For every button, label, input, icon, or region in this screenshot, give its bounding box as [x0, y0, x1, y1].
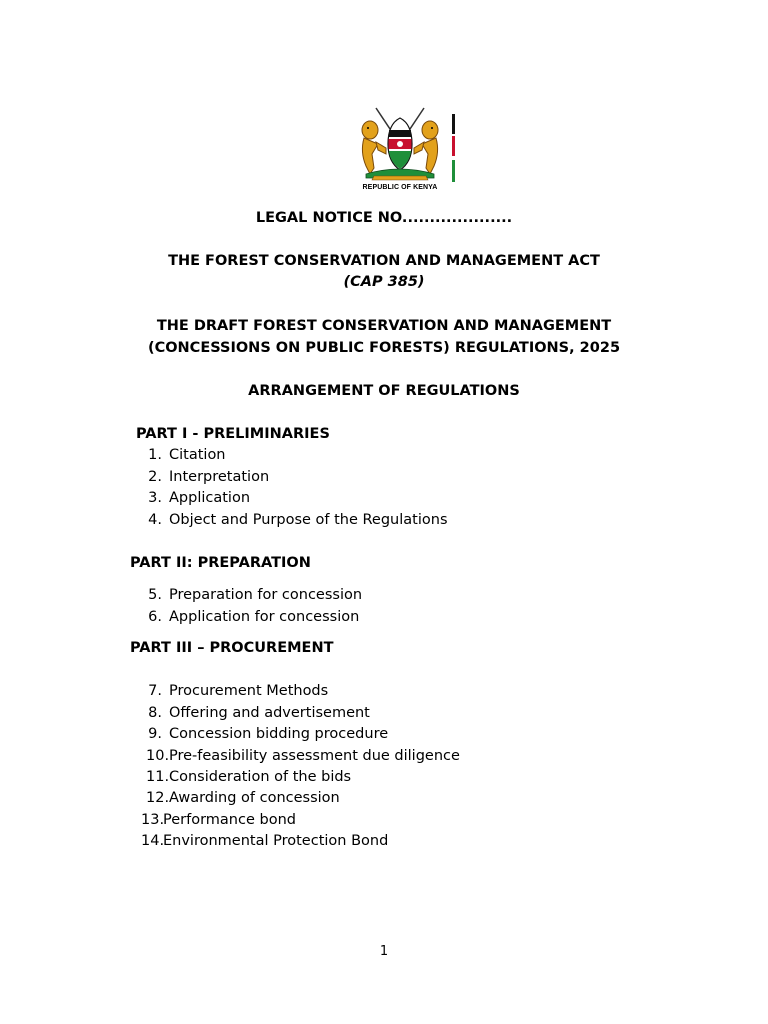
coat-of-arms-icon — [356, 104, 460, 184]
cap-number: (CAP 385) — [343, 274, 425, 290]
item-number: 1. — [148, 447, 162, 463]
item-number: 3. — [148, 490, 162, 506]
item-number: 10. — [146, 748, 170, 764]
item-text: Performance bond — [163, 812, 296, 828]
item-text: Concession bidding procedure — [169, 726, 389, 742]
item-number: 14. — [141, 833, 165, 849]
list-item — [146, 767, 351, 787]
item-text: Object and Purpose of the Regulations — [169, 512, 448, 528]
item-text: Pre-feasibility assessment due diligence — [169, 748, 460, 764]
legal-notice-line: LEGAL NOTICE NO.................... — [255, 210, 513, 226]
regulations-title-line-1: THE DRAFT FOREST CONSERVATION AND MANAGEMENT — [156, 318, 612, 334]
list-item — [146, 585, 362, 605]
item-number: 7. — [148, 683, 162, 699]
regulations-title-line-2: (CONCESSIONS ON PUBLIC FORESTS) REGULATIONS, 2025 — [147, 340, 621, 356]
item-text: Interpretation — [169, 469, 270, 485]
shield-icon — [388, 118, 412, 170]
right-lion-icon — [414, 121, 438, 174]
item-number: 9. — [148, 726, 162, 742]
list-item — [146, 681, 328, 701]
item-text: Application for concession — [169, 609, 360, 625]
item-text: Offering and advertisement — [169, 705, 370, 721]
item-text: Consideration of the bids — [169, 769, 352, 785]
item-text: Citation — [169, 447, 226, 463]
list-item — [146, 746, 460, 766]
part-1-heading: PART I - PRELIMINARIES — [136, 426, 330, 442]
coat-of-arms-emblem — [356, 104, 460, 196]
arrangement-heading: ARRANGEMENT OF REGULATIONS — [248, 383, 520, 399]
act-title: THE FOREST CONSERVATION AND MANAGEMENT ACT — [168, 253, 600, 269]
list-item — [146, 788, 340, 808]
flag-bars-icon — [452, 114, 455, 182]
list-item — [146, 488, 250, 508]
item-number: 5. — [148, 587, 162, 603]
list-item — [146, 445, 226, 465]
item-number: 11. — [146, 769, 170, 785]
item-text: Application — [169, 490, 251, 506]
list-item — [146, 467, 269, 487]
item-text: Procurement Methods — [169, 683, 329, 699]
item-number: 12. — [146, 790, 170, 806]
item-text: Awarding of concession — [169, 790, 340, 806]
list-item — [141, 831, 388, 851]
item-number: 2. — [148, 469, 162, 485]
item-text: Preparation for concession — [169, 587, 363, 603]
item-text: Environmental Protection Bond — [163, 833, 389, 849]
part-3-heading: PART III – PROCUREMENT — [130, 640, 334, 656]
list-item — [146, 607, 359, 627]
list-item — [146, 724, 388, 744]
left-lion-icon — [362, 121, 386, 174]
list-item — [146, 510, 448, 530]
emblem-caption: REPUBLIC OF KENYA — [362, 184, 438, 191]
part-2-heading: PART II: PREPARATION — [130, 555, 311, 571]
item-number: 6. — [148, 609, 162, 625]
list-item — [141, 810, 296, 830]
list-item — [146, 703, 370, 723]
item-number: 4. — [148, 512, 162, 528]
item-number: 13. — [141, 812, 165, 828]
item-number: 8. — [148, 705, 162, 721]
page-number: 1 — [379, 944, 389, 959]
